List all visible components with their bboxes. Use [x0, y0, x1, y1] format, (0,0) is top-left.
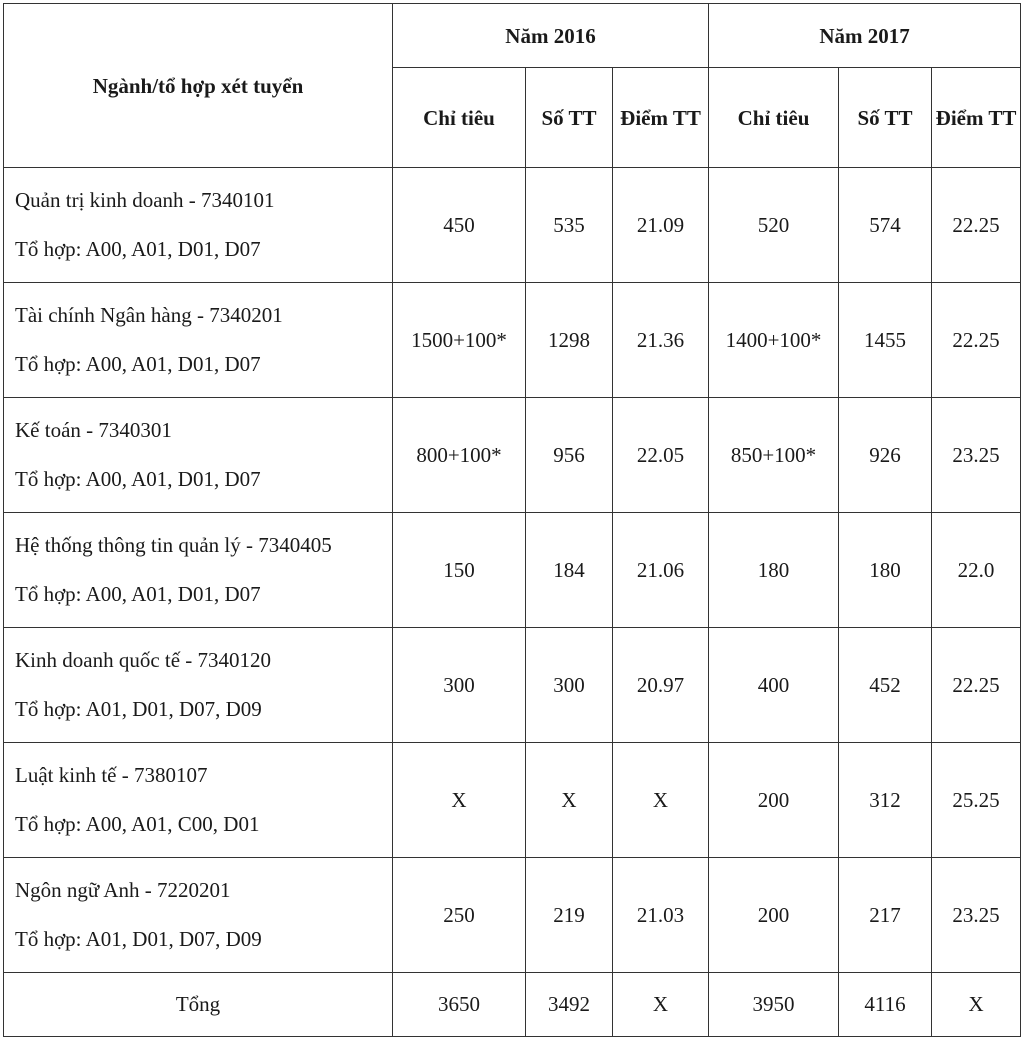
admitted-2016-cell: X — [526, 743, 613, 858]
table-row — [4, 743, 1021, 858]
score-2016-cell: 21.09 — [613, 168, 709, 283]
admitted-2017-cell: 1455 — [839, 283, 932, 398]
admitted-2016-cell: 184 — [526, 513, 613, 628]
quota-2017-cell: 1400+100* — [709, 283, 839, 398]
table-row — [4, 398, 1021, 513]
score-2016-cell: 22.05 — [613, 398, 709, 513]
table-row — [4, 858, 1021, 973]
major-name: Kinh doanh quốc tế - 7340120 — [15, 648, 272, 672]
score-2016-cell: X — [613, 743, 709, 858]
score-header-2016: Điểm TT — [613, 68, 709, 168]
score-2016-cell: 21.03 — [613, 858, 709, 973]
quota-2016-cell: 250 — [393, 858, 526, 973]
major-name: Tài chính Ngân hàng - 7340201 — [15, 303, 283, 327]
total-score-2016-cell: X — [613, 973, 709, 1037]
admitted-2017-cell: 452 — [839, 628, 932, 743]
major-header: Ngành/tổ hợp xét tuyển — [4, 4, 393, 168]
quota-2016-cell: X — [393, 743, 526, 858]
quota-2017-cell: 850+100* — [709, 398, 839, 513]
quota-2016-cell: 800+100* — [393, 398, 526, 513]
admitted-2016-cell: 1298 — [526, 283, 613, 398]
total-score-2017-cell: X — [932, 973, 1021, 1037]
score-2017-cell: 22.25 — [932, 168, 1021, 283]
total-admitted-2017-cell: 4116 — [839, 973, 932, 1037]
major-combination: Tổ hợp: A01, D01, D07, D09 — [15, 927, 262, 951]
score-2016-cell: 21.06 — [613, 513, 709, 628]
score-2017-cell: 23.25 — [932, 858, 1021, 973]
table-row — [4, 168, 1021, 283]
score-2017-cell: 25.25 — [932, 743, 1021, 858]
major-combination: Tổ hợp: A00, A01, D01, D07 — [15, 582, 261, 606]
score-2017-cell: 23.25 — [932, 398, 1021, 513]
major-cell — [4, 858, 393, 973]
major-name: Luật kinh tế - 7380107 — [15, 763, 208, 787]
score-2016-cell: 20.97 — [613, 628, 709, 743]
major-combination: Tổ hợp: A00, A01, D01, D07 — [15, 352, 261, 376]
score-2017-cell: 22.25 — [932, 283, 1021, 398]
admitted-2017-cell: 312 — [839, 743, 932, 858]
year-2017-header: Năm 2017 — [709, 4, 1021, 68]
admitted-2016-cell: 535 — [526, 168, 613, 283]
major-name: Quản trị kinh doanh - 7340101 — [15, 188, 275, 212]
admissions-table — [3, 3, 1021, 1037]
admitted-2016-cell: 300 — [526, 628, 613, 743]
quota-2017-cell: 400 — [709, 628, 839, 743]
admitted-header-2016: Số TT — [526, 68, 613, 168]
quota-2017-cell: 520 — [709, 168, 839, 283]
total-quota-2016-cell: 3650 — [393, 973, 526, 1037]
admitted-2016-cell: 219 — [526, 858, 613, 973]
major-name: Ngôn ngữ Anh - 7220201 — [15, 878, 231, 902]
total-admitted-2016-cell: 3492 — [526, 973, 613, 1037]
table-row — [4, 283, 1021, 398]
major-combination: Tổ hợp: A01, D01, D07, D09 — [15, 697, 262, 721]
admitted-2017-cell: 926 — [839, 398, 932, 513]
total-quota-2017-cell: 3950 — [709, 973, 839, 1037]
total-label: Tổng — [4, 973, 393, 1037]
quota-header-2017: Chỉ tiêu — [709, 68, 839, 168]
major-combination: Tổ hợp: A00, A01, C00, D01 — [15, 812, 260, 836]
quota-2017-cell: 180 — [709, 513, 839, 628]
table-row — [4, 628, 1021, 743]
quota-2016-cell: 150 — [393, 513, 526, 628]
score-header-2017: Điểm TT — [932, 68, 1021, 168]
major-cell — [4, 168, 393, 283]
quota-header-2016: Chỉ tiêu — [393, 68, 526, 168]
major-name: Kế toán - 7340301 — [15, 418, 172, 442]
admitted-header-2017: Số TT — [839, 68, 932, 168]
admitted-2016-cell: 956 — [526, 398, 613, 513]
major-cell — [4, 398, 393, 513]
admitted-2017-cell: 574 — [839, 168, 932, 283]
total-row — [4, 973, 1021, 1037]
admitted-2017-cell: 180 — [839, 513, 932, 628]
score-2016-cell: 21.36 — [613, 283, 709, 398]
year-2016-header: Năm 2016 — [393, 4, 709, 68]
major-cell — [4, 513, 393, 628]
major-combination: Tổ hợp: A00, A01, D01, D07 — [15, 237, 261, 261]
quota-2017-cell: 200 — [709, 743, 839, 858]
quota-2016-cell: 300 — [393, 628, 526, 743]
major-name: Hệ thống thông tin quản lý - 7340405 — [15, 533, 332, 557]
score-2017-cell: 22.25 — [932, 628, 1021, 743]
major-cell — [4, 743, 393, 858]
quota-2017-cell: 200 — [709, 858, 839, 973]
admitted-2017-cell: 217 — [839, 858, 932, 973]
table-row — [4, 513, 1021, 628]
major-cell — [4, 628, 393, 743]
quota-2016-cell: 1500+100* — [393, 283, 526, 398]
score-2017-cell: 22.0 — [932, 513, 1021, 628]
major-cell — [4, 283, 393, 398]
major-combination: Tổ hợp: A00, A01, D01, D07 — [15, 467, 261, 491]
quota-2016-cell: 450 — [393, 168, 526, 283]
